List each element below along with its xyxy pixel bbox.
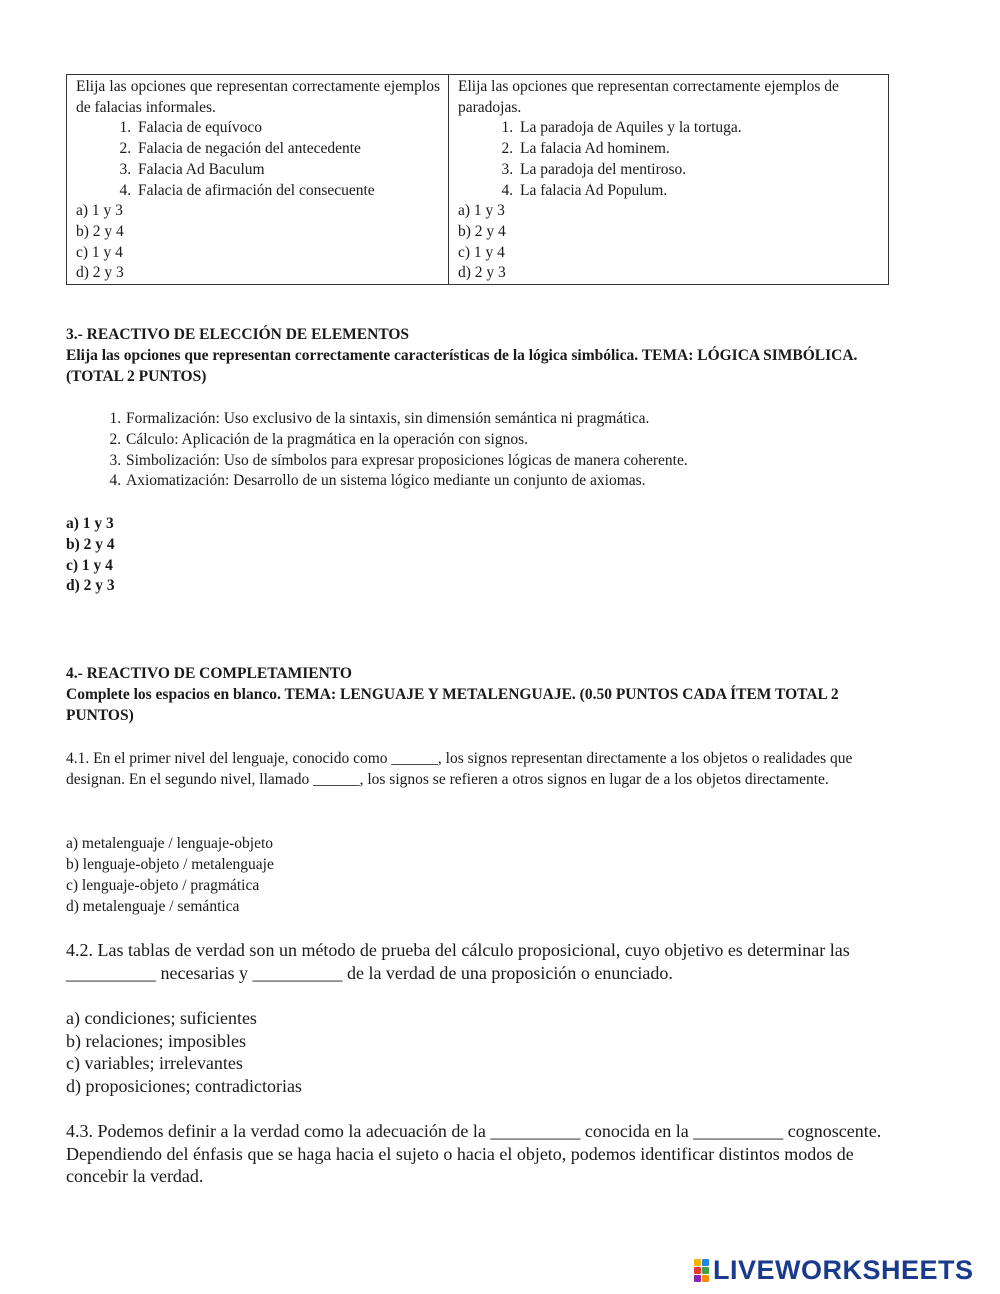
answer-option[interactable]: a) 1 y 3 <box>458 202 505 220</box>
answer-option[interactable]: d) 2 y 3 <box>76 264 124 282</box>
logo-block <box>694 1275 701 1282</box>
section-3-items <box>66 409 896 492</box>
question-4-3 <box>66 1120 896 1188</box>
answer-option[interactable]: d) 2 y 3 <box>458 264 506 282</box>
list-item: 4. Axiomatización: Desarrollo de un sistema lógico mediante un conjunto de axiomas. <box>125 471 896 492</box>
section-4-heading: 4.- REACTIVO DE COMPLETAMIENTO <box>66 665 352 682</box>
question-4-1-options <box>66 833 896 917</box>
question-text: 4.3. Podemos definir a la verdad como la adecuación de la __________ conocida en la __________ cognoscente. Dependiendo del énfasis que se haga hacia el sujeto o hacia el objeto, podemos identificar distintos modos de concebir la verdad. <box>66 1121 882 1186</box>
question-4-1 <box>66 748 904 790</box>
logo-block <box>694 1267 701 1274</box>
list-item: 4. Falacia de afirmación del consecuente <box>135 181 440 202</box>
logo-text: LIVEWORKSHEETS <box>713 1255 974 1285</box>
section-4 <box>66 663 901 726</box>
table-cell-paradojas <box>449 75 889 285</box>
cell-item-list <box>458 118 880 201</box>
logo-block <box>702 1275 709 1282</box>
answer-option[interactable]: d) 2 y 3 <box>66 577 115 595</box>
logo-block <box>702 1267 709 1274</box>
list-item: 1. Formalización: Uso exclusivo de la sintaxis, sin dimensión semántica ni pragmática. <box>125 409 896 430</box>
answer-option[interactable]: d) metalenguaje / semántica <box>66 898 240 915</box>
answer-option[interactable]: b) 2 y 4 <box>76 222 124 240</box>
cell-item-list <box>76 118 440 201</box>
section-3-list <box>66 409 896 492</box>
answer-option[interactable]: c) 1 y 4 <box>458 243 505 261</box>
logo-block <box>702 1259 709 1266</box>
answer-option[interactable]: a) 1 y 3 <box>66 515 114 532</box>
list-item: 1. Falacia de equívoco <box>135 118 440 139</box>
answer-option[interactable]: b) relaciones; imposibles <box>66 1030 246 1051</box>
section-3-heading: 3.- REACTIVO DE ELECCIÓN DE ELEMENTOS <box>66 326 410 343</box>
answer-option[interactable]: d) proposiciones; contradictorias <box>66 1075 302 1096</box>
answer-option[interactable]: c) 1 y 4 <box>66 556 113 574</box>
list-item: 2. Cálculo: Aplicación de la pragmática en la operación con signos. <box>125 430 896 451</box>
section-3-instruction: Elija las opciones que representan correctamente características de la lógica simbólica. TEMA: LÓGICA SIMBÓLICA. (TOTAL 2 PUNTOS) <box>66 347 858 385</box>
section-3 <box>66 324 896 387</box>
answer-option[interactable]: a) metalenguaje / lenguaje-objeto <box>66 835 274 852</box>
answer-option[interactable]: b) 2 y 4 <box>66 535 115 553</box>
question-4-2-options <box>66 1007 896 1097</box>
question-text: 4.2. Las tablas de verdad son un método de prueba del cálculo proposicional, cuyo objetivo es determinar las __________ necesarias y __________ de la verdad de una proposición o enunciado. <box>66 940 850 983</box>
cell-prompt: Elija las opciones que representan correctamente ejemplos de falacias informales. <box>76 78 440 116</box>
list-item: 1. La paradoja de Aquiles y la tortuga. <box>517 118 880 139</box>
question-table <box>66 74 889 285</box>
question-text: 4.1. En el primer nivel del lenguaje, conocido como ______, los signos representan directamente a los objetos o realidades que designan. En el segundo nivel, llamado ______, los signos se refieren a otros signos en lugar de a los objetos directamente. <box>66 750 853 788</box>
cell-prompt: Elija las opciones que representan correctamente ejemplos de paradojas. <box>458 78 839 116</box>
answer-option[interactable]: b) lenguaje-objeto / metalenguaje <box>66 856 274 873</box>
logo-block <box>694 1259 701 1266</box>
answer-option[interactable]: a) condiciones; suficientes <box>66 1008 257 1028</box>
logo-mark-icon <box>694 1259 709 1282</box>
list-item: 3. La paradoja del mentiroso. <box>517 160 880 181</box>
section-4-instruction: Complete los espacios en blanco. TEMA: LENGUAJE Y METALENGUAJE. (0.50 PUNTOS CADA ÍTEM TOTAL 2 PUNTOS) <box>66 686 839 724</box>
answer-option[interactable]: c) lenguaje-objeto / pragmática <box>66 877 260 894</box>
answer-option[interactable]: c) 1 y 4 <box>76 243 123 261</box>
answer-option[interactable]: a) 1 y 3 <box>76 202 123 220</box>
list-item: 3. Simbolización: Uso de símbolos para expresar proposiciones lógicas de manera coherente. <box>125 451 896 472</box>
list-item: 2. La falacia Ad hominem. <box>517 139 880 160</box>
answer-option[interactable]: b) 2 y 4 <box>458 222 506 240</box>
table-cell-falacias <box>67 75 449 285</box>
list-item: 4. La falacia Ad Populum. <box>517 181 880 202</box>
list-item: 2. Falacia de negación del antecedente <box>135 139 440 160</box>
liveworksheets-logo <box>694 1256 974 1284</box>
answer-option[interactable]: c) variables; irrelevantes <box>66 1053 243 1073</box>
list-item: 3. Falacia Ad Baculum <box>135 160 440 181</box>
section-3-options <box>66 514 896 597</box>
question-4-2 <box>66 939 896 984</box>
